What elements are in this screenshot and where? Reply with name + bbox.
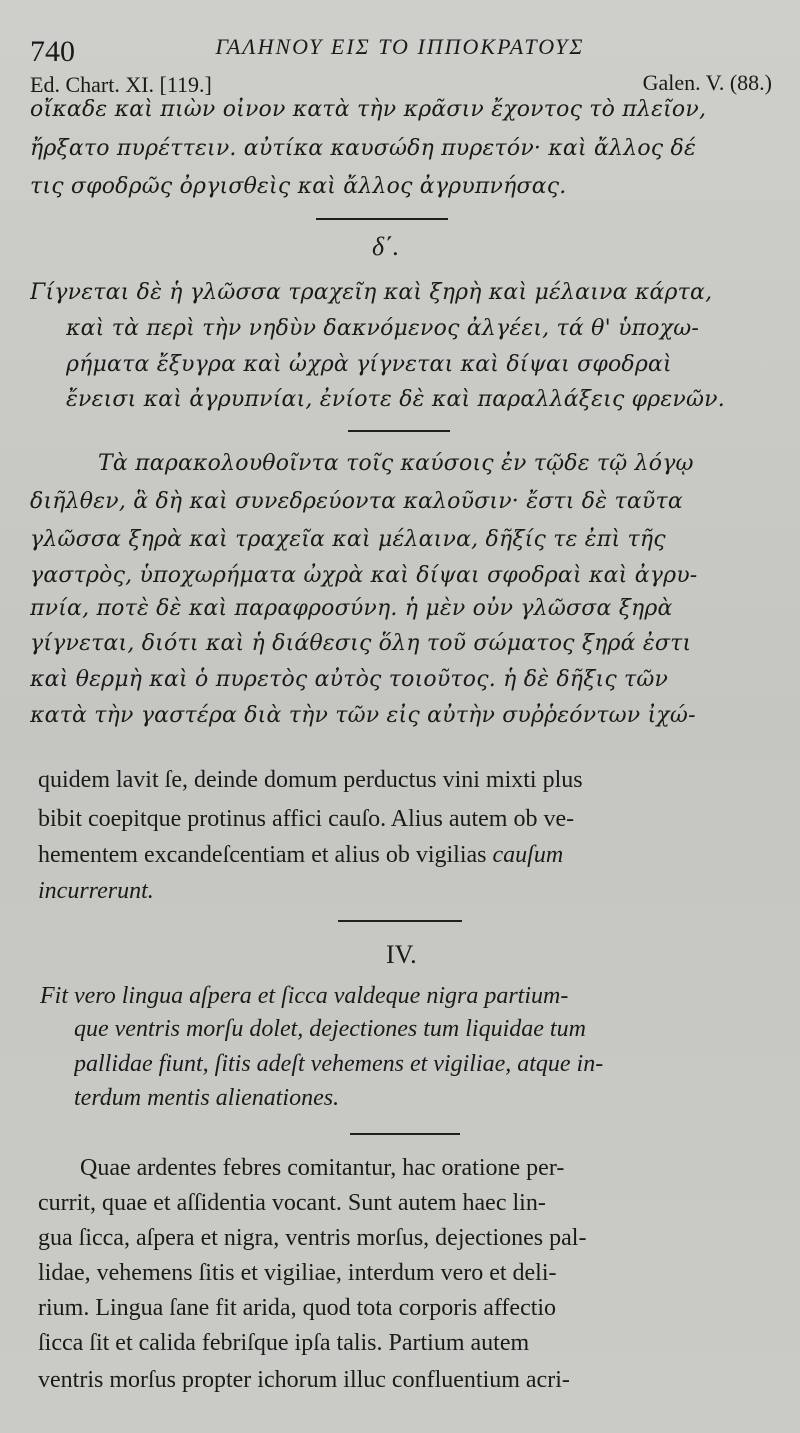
greek-intro-line: ἤρξατο πυρέττειν. αὐτίκα καυσώδη πυρετόν· καὶ ἄλλος δέ xyxy=(30,136,696,161)
greek-commentary-line: γαστρὸς, ὑποχωρήματα ὠχρὰ καὶ δίψαι σφοδραὶ καὶ ἀγρυ- xyxy=(30,563,698,588)
section-divider xyxy=(316,218,448,220)
latin-commentary-line: ventris morſus propter ichorum illuc confluentium acri- xyxy=(38,1367,570,1393)
greek-intro-line: οἴκαδε καὶ πιὼν οἶνον κατὰ τὴν κρᾶσιν ἔχοντος τὸ πλεῖον, xyxy=(30,97,707,122)
greek-commentary-line: πνία, ποτὲ δὲ καὶ παραφροσύνη. ἡ μὲν οὖν γλῶσσα ξηρὰ xyxy=(30,596,673,621)
greek-commentary-line: διῆλθεν, ἃ δὴ καὶ συνεδρεύοντα καλοῦσιν· ἔστι δὲ ταῦτα xyxy=(30,489,683,514)
latin-intro-line: bibit coepitque protinus affici cauſo. Alius autem ob ve- xyxy=(38,806,575,832)
greek-commentary-line: κατὰ τὴν γαστέρα διὰ τὴν τῶν εἰς αὐτὴν συῤῥεόντων ἰχώ- xyxy=(30,703,696,728)
latin-section-mark: IV. xyxy=(386,940,417,969)
latin-commentary-line: rium. Lingua ſane fit arida, quod tota corporis affectio xyxy=(38,1295,557,1321)
running-head: ΓΑΛΗΝΟΥ ΕΙΣ ΤΟ ΙΠΠΟΚΡΑΤΟΥΣ xyxy=(215,34,585,59)
latin-commentary-line: Quae ardentes febres comitantur, hac oratione per- xyxy=(80,1155,565,1181)
latin-intro-line xyxy=(38,842,772,869)
greek-section-mark: δ΄. xyxy=(372,232,400,261)
greek-commentary-line: καὶ θερμὴ καὶ ὁ πυρετὸς αὐτὸς τοιοῦτος. ἡ δὲ δῆξις τῶν xyxy=(30,667,669,692)
latin-intro-text: hementem excandeſcentiam et alius ob vigilias xyxy=(38,842,487,868)
greek-aphorism-line: ἔνεισι καὶ ἀγρυπνίαι, ἐνίοτε δὲ καὶ παραλλάξεις φρενῶν. xyxy=(66,387,725,412)
greek-commentary-line: Τὰ παρακολουθοῖντα τοῖς καύσοις ἐν τῷδε τῷ λόγῳ xyxy=(98,451,694,476)
greek-intro-line: τις σφοδρῶς ὀργισθεὶς καὶ ἄλλος ἀγρυπνήσας. xyxy=(30,174,567,199)
latin-commentary-line: currit, quae et aſſidentia vocant. Sunt autem haec lin- xyxy=(38,1190,546,1216)
page-number: 740 xyxy=(30,35,75,68)
latin-intro-line: quidem lavit ſe, deinde domum perductus vini mixti plus xyxy=(38,767,583,793)
latin-aphorism-line: Fit vero lingua aſpera et ſicca valdeque nigra partium- xyxy=(40,983,569,1009)
latin-commentary-line: ſicca ſit et calida febriſque ipſa talis. Partium autem xyxy=(38,1330,530,1356)
section-divider xyxy=(350,1133,460,1135)
greek-commentary-line: γλῶσσα ξηρὰ καὶ τραχεῖα καὶ μέλαινα, δῆξίς τε ἐπὶ τῆς xyxy=(30,527,666,552)
greek-aphorism-line: ρήματα ἔξυγρα καὶ ὠχρὰ γίγνεται καὶ δίψαι σφοδραὶ xyxy=(66,352,672,377)
section-divider xyxy=(338,920,462,922)
greek-commentary-line: γίγνεται, διότι καὶ ἡ διάθεσις ὅλη τοῦ σώματος ξηρά ἐστι xyxy=(30,631,692,656)
latin-commentary-line: gua ſicca, aſpera et nigra, ventris morſus, dejectiones pal- xyxy=(38,1225,587,1251)
latin-italic-word: cauſum xyxy=(492,842,564,868)
latin-aphorism-line: que ventris morſu dolet, dejectiones tum liquidae tum xyxy=(74,1016,586,1042)
latin-aphorism-line: terdum mentis alienationes. xyxy=(74,1085,340,1111)
section-divider xyxy=(348,430,450,432)
edition-reference-left: Ed. Chart. XI. [119.] xyxy=(30,72,212,97)
greek-aphorism-line: καὶ τὰ περὶ τὴν νηδὺν δακνόμενος ἀλγέει, τά θ' ὑποχω- xyxy=(66,316,700,341)
latin-aphorism-line: pallidae fiunt, ſitis adeſt vehemens et vigiliae, atque in- xyxy=(74,1051,604,1077)
greek-aphorism-line: Γίγνεται δὲ ἡ γλῶσσα τραχεῖη καὶ ξηρὴ καὶ μέλαινα κάρτα, xyxy=(30,280,713,305)
edition-reference-right: Galen. V. (88.) xyxy=(642,70,772,95)
latin-intro-line: incurrerunt. xyxy=(38,878,154,904)
latin-commentary-line: lidae, vehemens ſitis et vigiliae, interdum vero et deli- xyxy=(38,1260,557,1286)
